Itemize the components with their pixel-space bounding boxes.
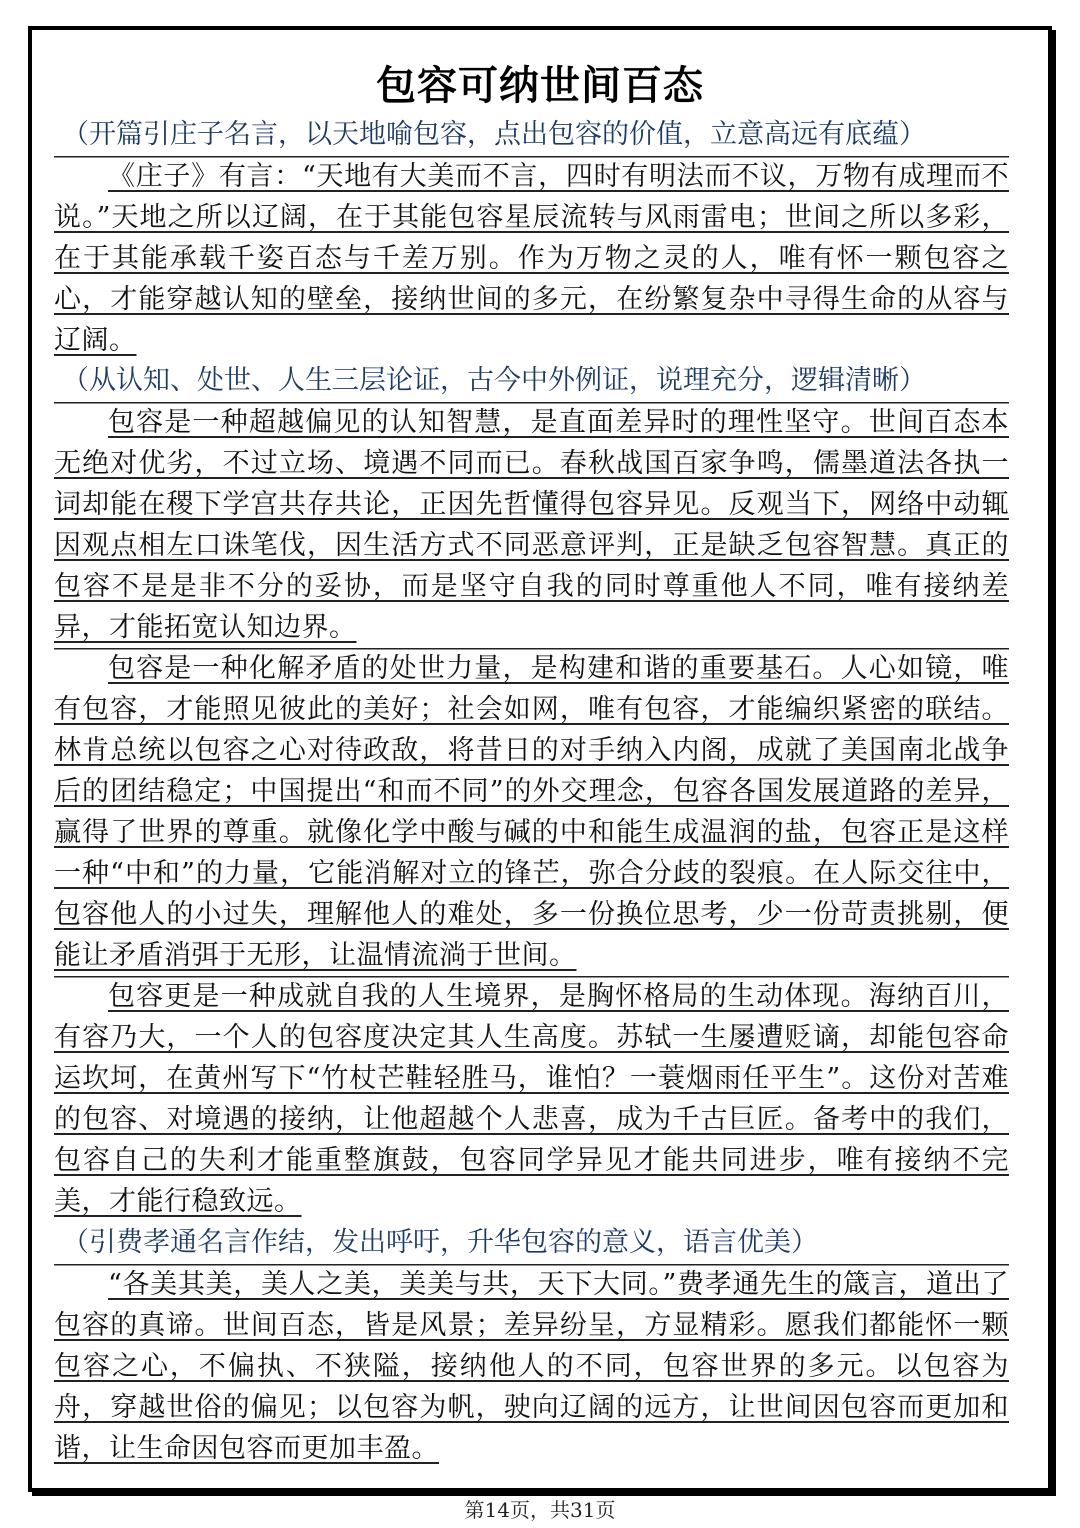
paragraph-text: “各美其美，美人之美，美美与共，天下大同。”费孝通先生的箴言，道出了包容的真谛。世间百态，皆是风景；差异纷呈，方显精彩。愿我们都能怀一颗包容之心，不偏执、不狭隘，接纳他人的不同，包容世界的多元。以包容为舟，穿越世俗的偏见；以包容为帆，驶向辽阔的远方，让世间因包容而更加和谐，让生命因包容而更加丰盈。: [54, 1269, 1009, 1464]
body-annotation: （从认知、处世、人生三层论证，古今中外例证，说理充分，逻辑清晰）: [62, 365, 926, 396]
essay-paragraph-4: [54, 976, 1009, 1222]
paragraph-text: 包容是一种超越偏见的认知智慧，是直面差异时的理性坚守。世间百态本无绝对优劣，不过立场、境遇不同而已。春秋战国百家争鸣，儒墨道法各执一词却能在稷下学宫共存共论，正因先哲懂得包容异见。反观当下，网络中动辄因观点相左口诛笔伐，因生活方式不同恶意评判，正是缺乏包容智慧。真正的包容不是是非不分的妥协，而是坚守自我的同时尊重他人不同，唯有接纳差异，才能拓宽认知边界。: [54, 407, 1009, 643]
conclusion-annotation: （引费孝通名言作结，发出呼吁，升华包容的意义，语言优美）: [62, 1227, 818, 1258]
intro-annotation: （开篇引庄子名言，以天地喻包容，点出包容的价值，立意高远有底蕴）: [62, 119, 926, 150]
essay-paragraph-5: [54, 1264, 1009, 1469]
essay-title: 包容可纳世间百态: [376, 62, 704, 109]
essay-paragraph-1: [54, 156, 1009, 361]
paragraph-text: 《庄子》有言：“天地有大美而不言，四时有明法而不议，万物有成理而不说。”天地之所以辽阔，在于其能包容星辰流转与风雨雷电；世间之所以多彩，在于其能承载千姿百态与千差万别。作为万物之灵的人，唯有怀一颗包容之心，才能穿越认知的壁垒，接纳世间的多元，在纷繁复杂中寻得生命的从容与辽阔。: [54, 161, 1009, 356]
paragraph-text: 包容更是一种成就自我的人生境界，是胸怀格局的生动体现。海纳百川，有容乃大，一个人的包容度决定其人生高度。苏轼一生屡遭贬谪，却能包容命运坎坷，在黄州写下“竹杖芒鞋轻胜马，谁怕？一蓑烟雨任平生”。这份对苦难的包容、对境遇的接纳，让他超越个人悲喜，成为千古巨匠。备考中的我们，包容自己的失利才能重整旗鼓，包容同学异见才能共同进步，唯有接纳不完美，才能行稳致远。: [54, 981, 1009, 1217]
essay-paragraph-2: [54, 402, 1009, 648]
page-frame: [28, 26, 1052, 1492]
paragraph-text: 包容是一种化解矛盾的处世力量，是构建和谐的重要基石。人心如镜，唯有包容，才能照见彼此的美好；社会如网，唯有包容，才能编织紧密的联结。林肯总统以包容之心对待政敌，将昔日的对手纳入内阁，成就了美国南北战争后的团结稳定；中国提出“和而不同”的外交理念，包容各国发展道路的差异，赢得了世界的尊重。就像化学中酸与碱的中和能生成温润的盐，包容正是这样一种“中和”的力量，它能消解对立的锋芒，弥合分歧的裂痕。在人际交往中，包容他人的小过失，理解他人的难处，多一份换位思考，少一份苛责挑剔，便能让矛盾消弭于无形，让温情流淌于世间。: [54, 653, 1009, 971]
essay-paragraph-3: [54, 648, 1009, 976]
page-number: 第14页，共31页: [464, 1498, 616, 1522]
